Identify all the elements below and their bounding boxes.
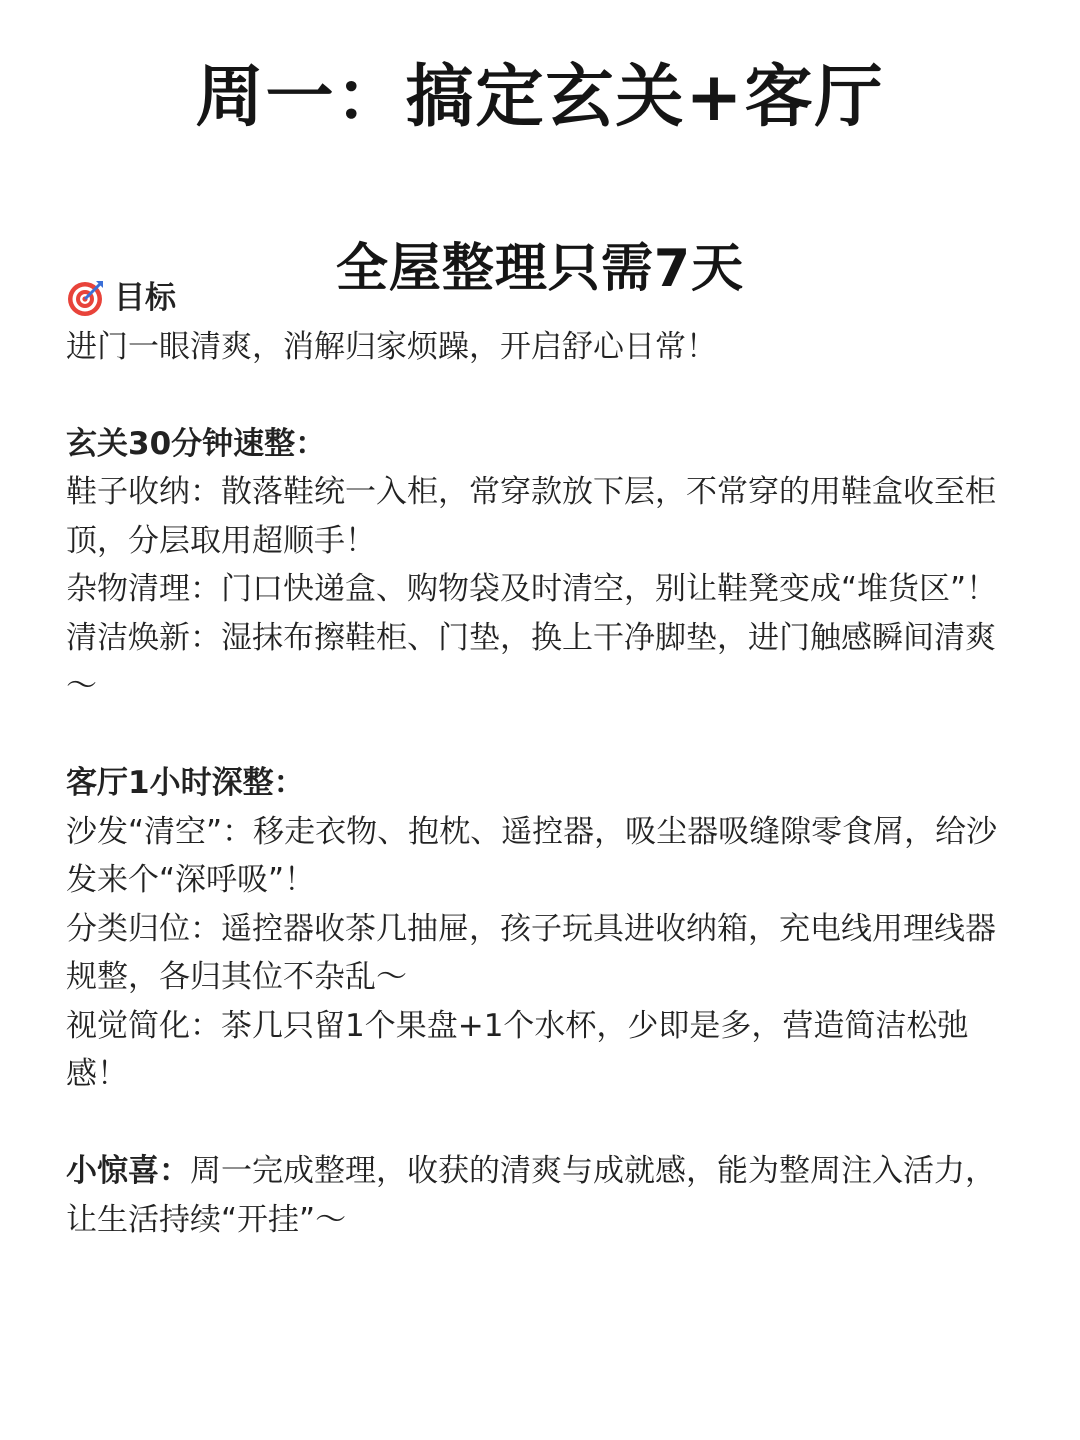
spacer [66, 371, 1016, 420]
entrance-heading: 玄关30分钟速整： [66, 425, 327, 462]
spacer [66, 1099, 1016, 1148]
content [66, 274, 1016, 1244]
spacer [66, 711, 1016, 760]
surprise-paragraph [66, 1147, 1016, 1244]
goal-heading [66, 274, 1016, 323]
target-icon [66, 278, 106, 318]
surprise-text: 周一完成整理，收获的清爽与成就感，能为整周注入活力，让生活持续“开挂”～ [66, 1153, 996, 1238]
goal-label: 目标 [114, 280, 176, 316]
entrance-item-shoes: 鞋子收纳：散落鞋统一入柜，常穿款放下层，不常穿的用鞋盒收至柜顶，分层取用超顺手！ [66, 474, 996, 559]
living-room-item-sofa: 沙发“清空”：移走衣物、抱枕、遥控器，吸尘器吸缝隙零食屑，给沙发来个“深呼吸”！ [66, 813, 998, 898]
living-room-heading: 客厅1小时深整： [66, 765, 305, 801]
goal-text: 进门一眼清爽，消解归家烦躁，开启舒心日常！ [66, 328, 717, 365]
living-room-item-sorting: 分类归位：遥控器收茶几抽屉，孩子玩具进收纳箱，充电线用理线器规整，各归其位不杂乱～ [66, 910, 996, 995]
entrance-item-cleaning: 清洁焕新：湿抹布擦鞋柜、门垫，换上干净脚垫，进门触感瞬间清爽～ [66, 619, 996, 704]
living-room-item-visual: 视觉简化：茶几只留1个果盘+1个水杯，少即是多，营造简洁松弛感！ [66, 1007, 969, 1092]
entrance-item-clutter: 杂物清理：门口快递盒、购物袋及时清空，别让鞋凳变成“堆货区”！ [66, 571, 998, 607]
page-subtitle: 全屋整理只需7天 [335, 239, 745, 299]
surprise-label: 小惊喜： [66, 1153, 190, 1189]
page-title: 周一：搞定玄关+客厅 [195, 58, 885, 137]
